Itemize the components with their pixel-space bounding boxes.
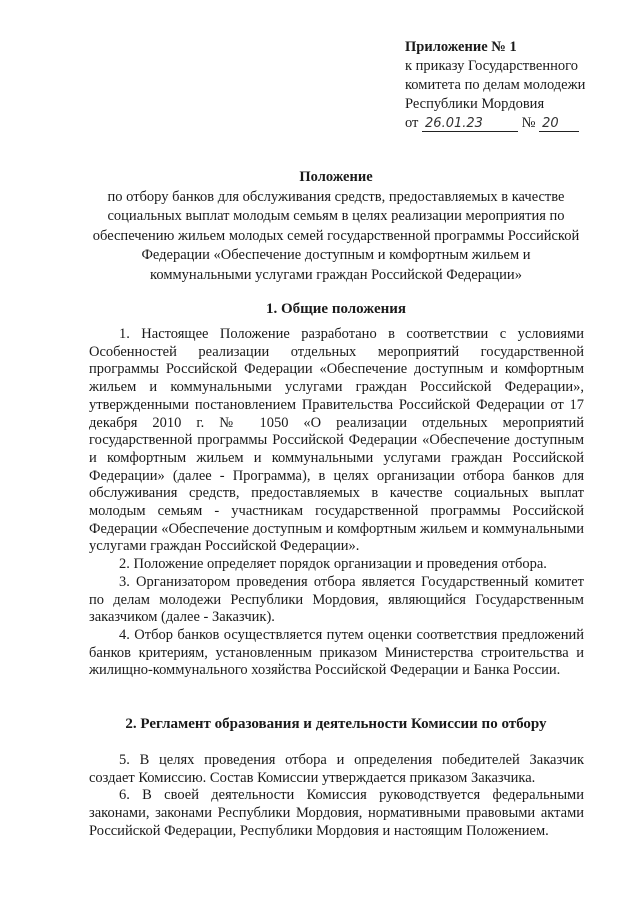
appendix-block [405, 38, 635, 133]
paragraph: 4. Отбор банков осуществляется путем оценки соответствия предложений банков критериям, установленным приказом Министерства строительства и жилищно-коммунального хозяйства Российской Федерации и Банка России. [89, 626, 584, 679]
date-prefix: от [405, 115, 419, 131]
paragraph: 6. В своей деятельности Комиссия руководствуется федеральными законами, законами Республики Мордовия, нормативными правовыми актами Российской Федерации, Республики Мордовия и настоящим Положением. [89, 787, 584, 839]
section-2-heading: 2. Регламент образования и деятельности Комиссии по отбору [125, 716, 547, 732]
appendix-line: комитета по делам молодежи [405, 77, 586, 93]
paragraph: 1. Настоящее Положение разработано в соответствии с условиями Особенностей реализации отдельных мероприятий государственной программы Российской Федерации «Обеспечение доступным и комфортным жильем и коммунальными услугами граждан Российской Федерации», утвержденными постановлением Правительства Российской Федерации от 17 декабря 2010 г. № 1050 «О реализации отдельных мероприятий государственной программы Российской Федерации «Обеспечение доступным и комфортным жильем и коммунальными услугами граждан Российской Федерации» (далее - Программа), в целях организации отбора банков для обслуживания средств, предоставляемых в качестве социальных выплат молодым семьям - участникам государственной программы Российской Федерации «Обеспечение доступным и комфортным жильем и коммунальными услугами граждан Российской Федерации». [89, 326, 584, 555]
paragraph: 2. Положение определяет порядок организации и проведения отбора. [119, 556, 547, 573]
number-prefix: № [521, 115, 536, 131]
appendix-line: Республики Мордовия [405, 96, 545, 112]
handwritten-number: 20 [539, 117, 579, 132]
paragraph: 5. В целях проведения отбора и определения победителей Заказчик создает Комиссию. Состав Комиссии утверждается приказом Заказчика. [89, 752, 584, 786]
document-title: Положение [299, 169, 373, 185]
handwritten-date: 26.01.23 [422, 117, 518, 132]
section-2-body [89, 752, 584, 841]
document-subtitle: по отбору банков для обслуживания средств, предоставляемых в качестве социальных выплат молодым семьям в целях реализации мероприятия по обеспечению жильем молодых семей государственной программы Российской Федерации «Обеспечение доступным и комфортным жильем и коммунальными услугами граждан Российской Федерации» [92, 188, 580, 283]
paragraph: 3. Организатором проведения отбора является Государственный комитет по делам молодежи Республики Мордовия, являющийся Государственным заказчиком (далее - Заказчик). [89, 573, 584, 626]
section-1-heading: 1. Общие положения [265, 301, 407, 317]
appendix-title: Приложение № 1 [405, 39, 517, 55]
appendix-line: к приказу Государственного [405, 58, 578, 74]
section-1-body [89, 326, 584, 680]
document-title-block [90, 168, 582, 285]
appendix-date-line [405, 114, 635, 133]
